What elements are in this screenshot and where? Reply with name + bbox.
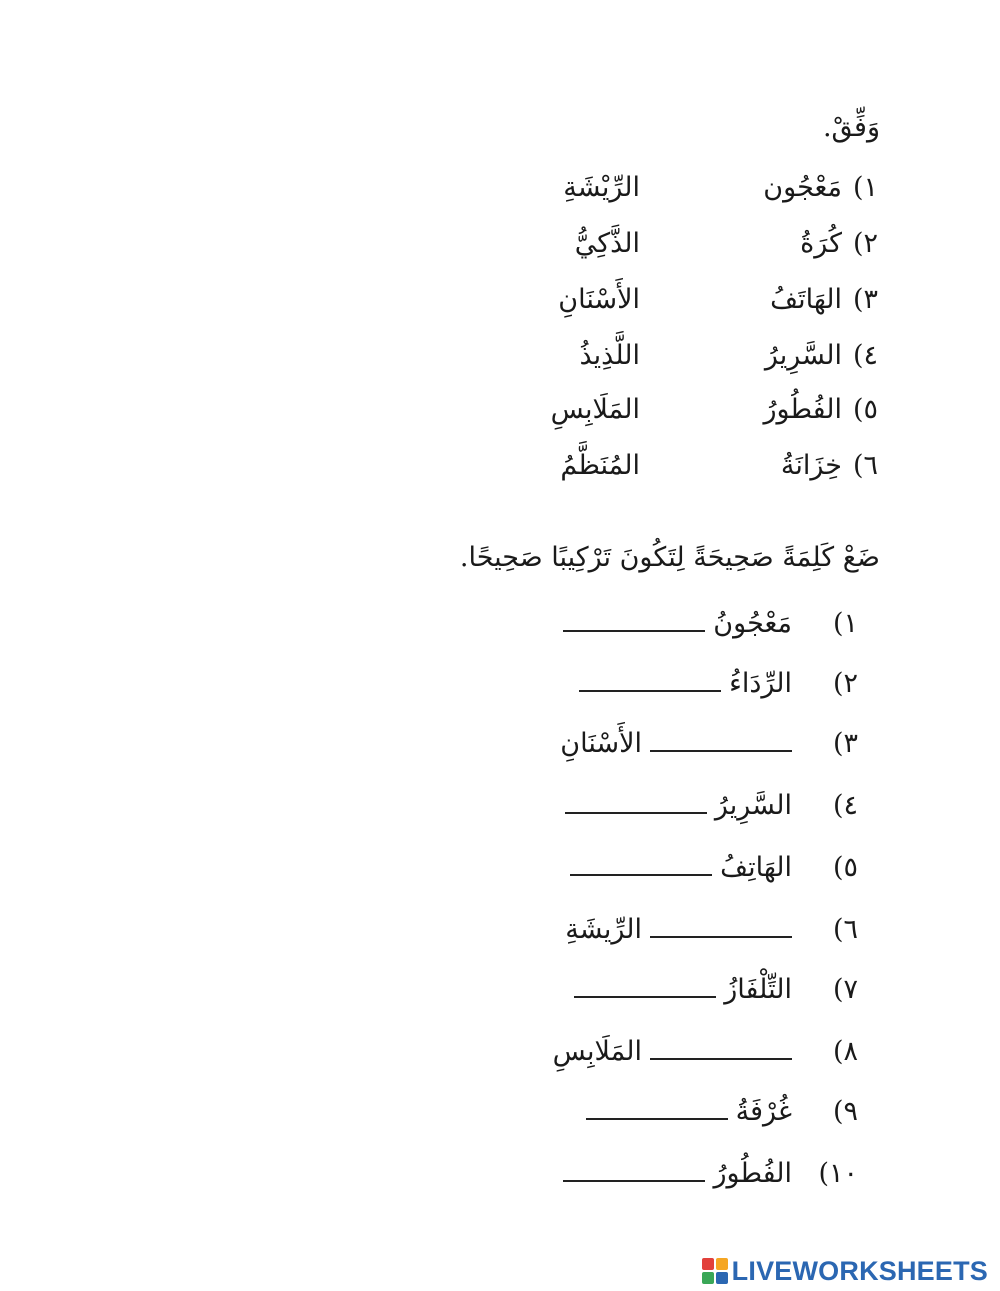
match-word-left[interactable]: الفُطُورُ [763, 394, 842, 425]
fill-content [563, 608, 792, 639]
matching-row [518, 172, 878, 218]
fill-row [498, 1036, 858, 1082]
row-number: ٥) [852, 394, 878, 425]
answer-blank[interactable] [579, 668, 721, 692]
match-word-right[interactable]: الرِّيْشَةِ [563, 172, 640, 203]
fill-row [498, 914, 858, 960]
fill-row [498, 1158, 858, 1204]
row-number: ٥) [832, 852, 858, 883]
answer-blank[interactable] [586, 1096, 728, 1120]
answer-blank[interactable] [650, 728, 792, 752]
row-number: ٦) [832, 914, 858, 945]
fill-content [574, 974, 792, 1005]
match-word-left[interactable]: مَعْجُون [763, 172, 842, 203]
row-number: ٤) [832, 790, 858, 821]
logo-square-red [702, 1258, 714, 1270]
given-word: الرِّيشَةِ [565, 914, 642, 945]
given-word: الفُطُورُ [713, 1158, 792, 1189]
fill-content [563, 1158, 792, 1189]
given-word: الرِّدَاءُ [729, 668, 792, 699]
liveworksheets-brand[interactable] [702, 1253, 988, 1289]
liveworksheets-logo-icon [702, 1258, 728, 1284]
given-word: المَلَابِسِ [552, 1036, 642, 1067]
logo-square-orange [716, 1258, 728, 1270]
fill-content [565, 914, 792, 945]
fill-row [498, 1096, 858, 1142]
matching-row [518, 340, 878, 386]
fill-content [553, 1036, 792, 1067]
fill-row [498, 668, 858, 714]
given-word: السَّرِيرُ [714, 790, 792, 821]
answer-blank[interactable] [574, 974, 716, 998]
fill-content [570, 852, 792, 883]
answer-blank[interactable] [650, 914, 792, 938]
answer-blank[interactable] [570, 852, 712, 876]
match-word-right[interactable]: المَلَابِسِ [550, 394, 640, 425]
given-word: مَعْجُونُ [713, 608, 792, 639]
row-number: ٢) [852, 228, 878, 259]
fill-content [579, 668, 792, 699]
match-word-left[interactable]: كُرَةُ [800, 228, 842, 259]
match-word-right[interactable]: الأَسْنَانِ [558, 284, 640, 315]
match-word-right[interactable]: المُنَظَّمُ [560, 450, 640, 481]
fill-row [498, 608, 858, 654]
match-word-left[interactable]: السَّرِيرُ [764, 340, 842, 371]
given-word: الهَاتِفُ [720, 852, 792, 883]
fill-content [586, 1096, 792, 1127]
row-number: ٦) [852, 450, 878, 481]
matching-row [518, 284, 878, 330]
matching-instruction: وَفِّقْ. [822, 112, 880, 143]
matching-row [518, 394, 878, 440]
row-number: ٣) [832, 728, 858, 759]
logo-square-green [702, 1272, 714, 1284]
row-number: ٤) [852, 340, 878, 371]
given-word: التِّلْفَازُ [724, 974, 792, 1005]
row-number: ٣) [852, 284, 878, 315]
row-number: ١) [832, 608, 858, 639]
answer-blank[interactable] [563, 608, 705, 632]
match-word-right[interactable]: الذَّكِيُّ [574, 228, 640, 259]
fill-content [560, 728, 792, 759]
fill-row [498, 728, 858, 774]
row-number: ٩) [832, 1096, 858, 1127]
answer-blank[interactable] [563, 1158, 705, 1182]
match-word-right[interactable]: اللَّذِيذُ [579, 340, 640, 371]
row-number: ١٠) [818, 1158, 858, 1189]
row-number: ١) [852, 172, 878, 203]
matching-row [518, 228, 878, 274]
fill-row [498, 790, 858, 836]
given-word: غُرْفَةُ [735, 1096, 792, 1127]
row-number: ٧) [832, 974, 858, 1005]
brand-text: LIVEWORKSHEETS [731, 1255, 988, 1286]
match-word-left[interactable]: خِزَانَةُ [780, 450, 842, 481]
fill-row [498, 852, 858, 898]
fill-row [498, 974, 858, 1020]
row-number: ٨) [832, 1036, 858, 1067]
fill-content [565, 790, 792, 821]
answer-blank[interactable] [650, 1036, 792, 1060]
fill-instruction: ضَعْ كَلِمَةً صَحِيحَةً لِتَكُونَ تَرْكِيبًا صَحِيحًا. [459, 542, 880, 573]
given-word: الأَسْنَانِ [560, 728, 642, 759]
row-number: ٢) [832, 668, 858, 699]
logo-square-blue [716, 1272, 728, 1284]
matching-row [518, 450, 878, 496]
match-word-left[interactable]: الهَاتَفُ [770, 284, 842, 315]
answer-blank[interactable] [565, 790, 707, 814]
